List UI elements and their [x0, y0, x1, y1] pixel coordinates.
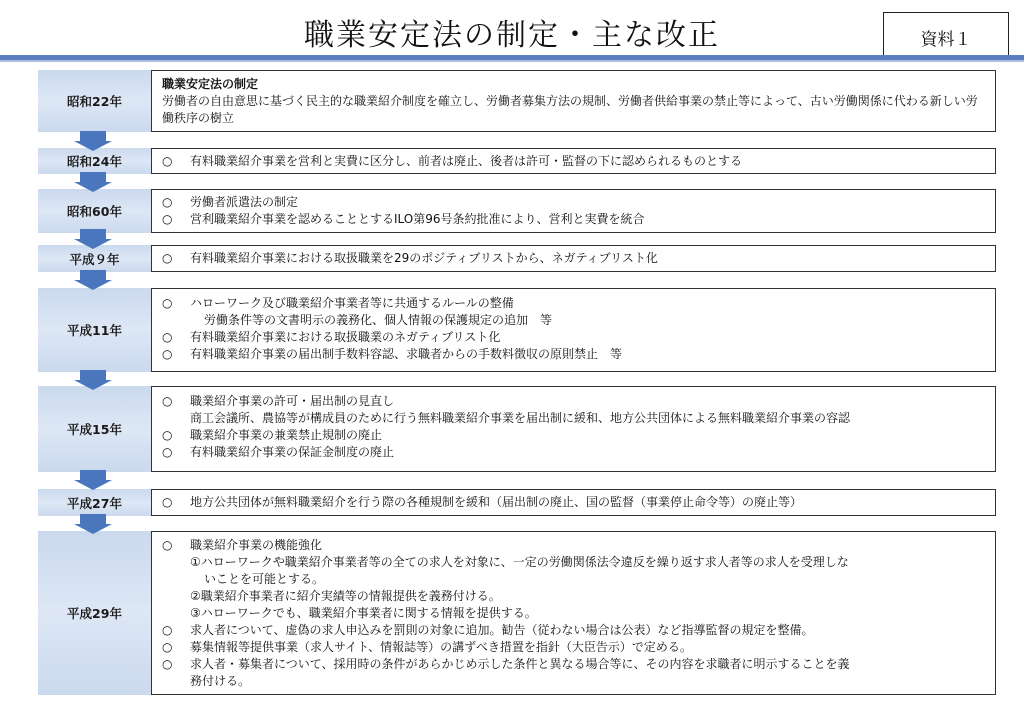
entry-text: 有料職業紹介事業を営利と実費に区分し、前者は廃止、後者は許可・監督の下に認められるものとする — [190, 154, 743, 168]
bullet-mark: ○ — [162, 538, 173, 552]
entry-text: ハローワーク及び職業紹介事業者等に共通するルールの整備 — [190, 296, 514, 310]
entry-text: 労働者派遣法の制定 — [190, 195, 299, 209]
bullet-mark: ○ — [162, 640, 173, 654]
era-label: 平成29年 — [38, 531, 151, 695]
entry-heading: 職業安定法の制定 — [162, 77, 259, 91]
entry-text: 募集情報等提供事業（求人サイト、情報誌等）の講ずべき措置を指針（大臣告示）で定める。 — [190, 640, 692, 654]
entry-box-s22 — [151, 70, 996, 132]
bullet-mark: ○ — [162, 330, 173, 344]
bullet-mark: ○ — [162, 657, 173, 671]
entry-subtext: 商工会議所、農協等が構成員のために行う無料職業紹介事業を届出制に緩和、地方公共団体による無料職業紹介事業の容認 — [190, 411, 851, 425]
entry-text: 求人者について、虚偽の求人申込みを罰則の対象に追加。勧告（従わない場合は公表）など指導監督の規定を整備。 — [190, 623, 814, 637]
era-label: 平成15年 — [38, 386, 151, 472]
era-label: 平成27年 — [38, 489, 151, 516]
bullet-mark: ○ — [162, 495, 173, 509]
down-arrow-icon — [74, 270, 112, 290]
bullet-mark: ○ — [162, 347, 173, 361]
entry-text: 職業紹介事業の機能強化 — [190, 538, 323, 552]
bullet-mark: ○ — [162, 154, 173, 168]
down-arrow-icon — [74, 131, 112, 151]
entry-text: 地方公共団体が無料職業紹介を行う際の各種規制を緩和（届出制の廃止、国の監督（事業停止命令等）の廃止等） — [190, 495, 803, 509]
bullet-mark: ○ — [162, 394, 173, 408]
era-label: 昭和60年 — [38, 189, 151, 233]
entry-subtext: ②職業紹介事業者に紹介実績等の情報提供を義務付ける。 — [190, 589, 501, 603]
title-underline-light — [0, 60, 1024, 62]
entry-box-s24 — [151, 148, 996, 174]
down-arrow-icon — [74, 370, 112, 390]
era-label: 平成11年 — [38, 288, 151, 372]
entry-text-continued: 務付ける。 — [190, 674, 251, 688]
entry-text: 有料職業紹介事業における取扱職業を29のポジティブリストから、ネガティブリスト化 — [190, 251, 658, 265]
entry-text: 有料職業紹介事業における取扱職業のネガティブリスト化 — [190, 330, 501, 344]
bullet-mark: ○ — [162, 445, 173, 459]
era-label: 昭和24年 — [38, 148, 151, 174]
entry-box-h11 — [151, 288, 996, 372]
entry-text: 求人者・募集者について、採用時の条件があらかじめ示した条件と異なる場合等に、その内容を求職者に明示することを義 — [190, 657, 850, 671]
entry-text: 営利職業紹介事業を認めることとするILO第96号条約批准により、営利と実費を統合 — [190, 212, 645, 226]
bullet-mark: ○ — [162, 195, 173, 209]
entry-subtext: ①ハローワークや職業紹介事業者等の全ての求人を対象に、一定の労働関係法令違反を繰り返す求人者等の求人を受理しな — [190, 555, 849, 569]
entry-subtext: ③ハローワークでも、職業紹介事業者に関する情報を提供する。 — [190, 606, 537, 620]
bullet-mark: ○ — [162, 251, 173, 265]
entry-box-h27 — [151, 489, 996, 516]
down-arrow-icon — [74, 172, 112, 192]
bullet-mark: ○ — [162, 623, 173, 637]
entry-box-h15 — [151, 386, 996, 472]
entry-box-s60 — [151, 189, 996, 233]
entry-text: 職業紹介事業の許可・届出制の見直し — [190, 394, 395, 408]
down-arrow-icon — [74, 470, 112, 490]
entry-text: 有料職業紹介事業の届出制手数料容認、求職者からの手数料徴収の原則禁止 等 — [190, 347, 623, 361]
bullet-mark: ○ — [162, 212, 173, 226]
entry-box-h29 — [151, 531, 996, 695]
bullet-mark: ○ — [162, 296, 173, 310]
era-label: 平成９年 — [38, 245, 151, 272]
entry-subtext: いことを可能とする。 — [204, 572, 325, 586]
entry-text: 職業紹介事業の兼業禁止規制の廃止 — [190, 428, 383, 442]
bullet-mark: ○ — [162, 428, 173, 442]
entry-box-h9 — [151, 245, 996, 272]
down-arrow-icon — [74, 229, 112, 249]
entry-text: 有料職業紹介事業の保証金制度の廃止 — [190, 445, 395, 459]
entry-text: 労働者の自由意思に基づく民主的な職業紹介制度を確立し、労働者募集方法の規制、労働者供給事業の禁止等によって、古い労働関係に代わる新しい労働秩序の樹立 — [162, 94, 978, 125]
document-reference-box: 資料１ — [883, 12, 1009, 62]
page-title: 職業安定法の制定・主な改正 — [304, 18, 720, 53]
entry-subtext: 労働条件等の文書明示の義務化、個人情報の保護規定の追加 等 — [204, 313, 553, 327]
down-arrow-icon — [74, 514, 112, 534]
era-label: 昭和22年 — [38, 70, 151, 132]
